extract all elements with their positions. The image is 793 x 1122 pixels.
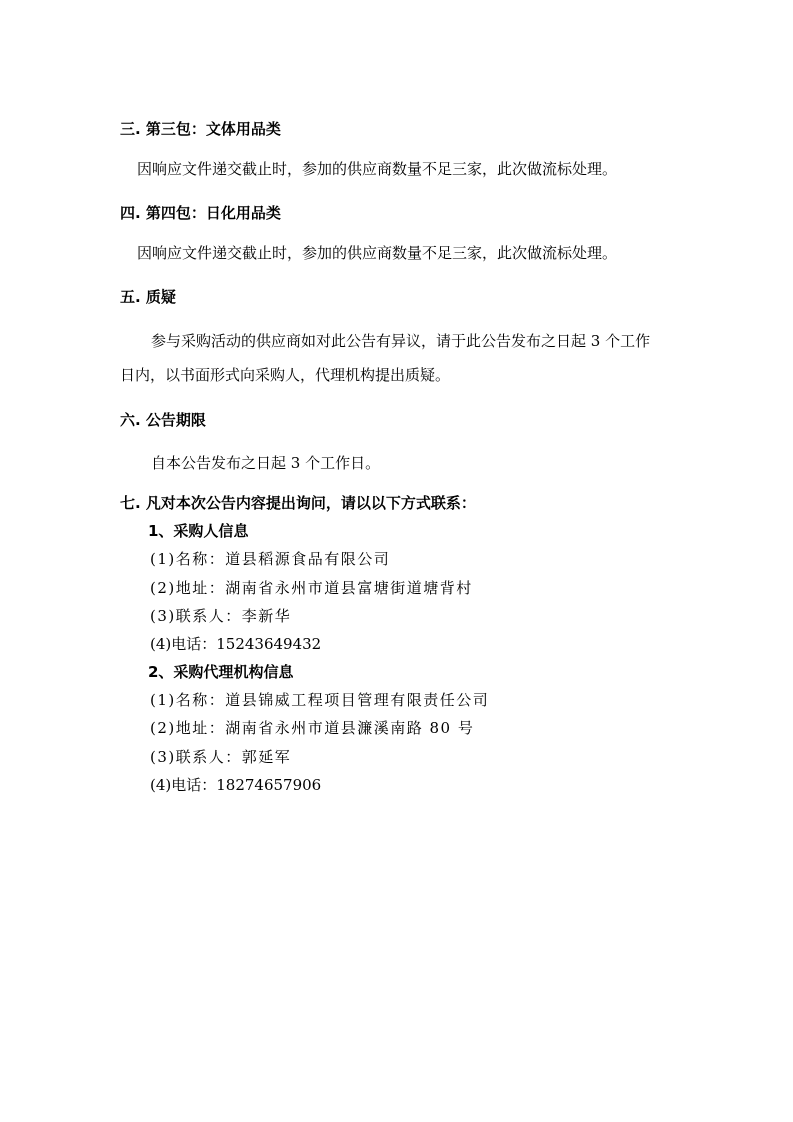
- agency-address: (2)地址：湖南省永州市道县濂溪南路 80 号: [150, 719, 475, 737]
- buyer-name: (1)名称：道县稻源食品有限公司: [150, 550, 391, 568]
- buyer-contact: (3)联系人：李新华: [150, 607, 292, 625]
- agency-contact: (3)联系人：郭延军: [150, 748, 292, 766]
- agency-phone: (4)电话：18274657906: [150, 776, 322, 794]
- agency-info-title: 2、采购代理机构信息: [148, 663, 294, 681]
- section-4-heading: 四. 第四包：日化用品类: [120, 204, 281, 222]
- section-5-heading: 五. 质疑: [120, 288, 176, 306]
- section-5-body-line2: 日内，以书面形式向采购人，代理机构提出质疑。: [120, 366, 451, 384]
- section-4-body: 因响应文件递交截止时，参加的供应商数量不足三家，此次做流标处理。: [137, 244, 618, 262]
- section-3-body: 因响应文件递交截止时，参加的供应商数量不足三家，此次做流标处理。: [137, 160, 618, 178]
- buyer-info-title: 1、采购人信息: [148, 522, 249, 540]
- agency-name: (1)名称：道县锦威工程项目管理有限责任公司: [150, 691, 490, 709]
- buyer-address: (2)地址：湖南省永州市道县富塘街道塘背村: [150, 579, 473, 597]
- section-6-body: 自本公告发布之日起 3 个工作日。: [151, 454, 381, 472]
- section-7-heading: 七. 凡对本次公告内容提出询问，请以以下方式联系：: [120, 494, 476, 512]
- section-3-heading: 三. 第三包：文体用品类: [120, 120, 281, 138]
- section-6-heading: 六. 公告期限: [120, 411, 206, 429]
- section-5-body-line1: 参与采购活动的供应商如对此公告有异议，请于此公告发布之日起 3 个工作: [151, 332, 651, 350]
- buyer-phone: (4)电话：15243649432: [150, 635, 322, 653]
